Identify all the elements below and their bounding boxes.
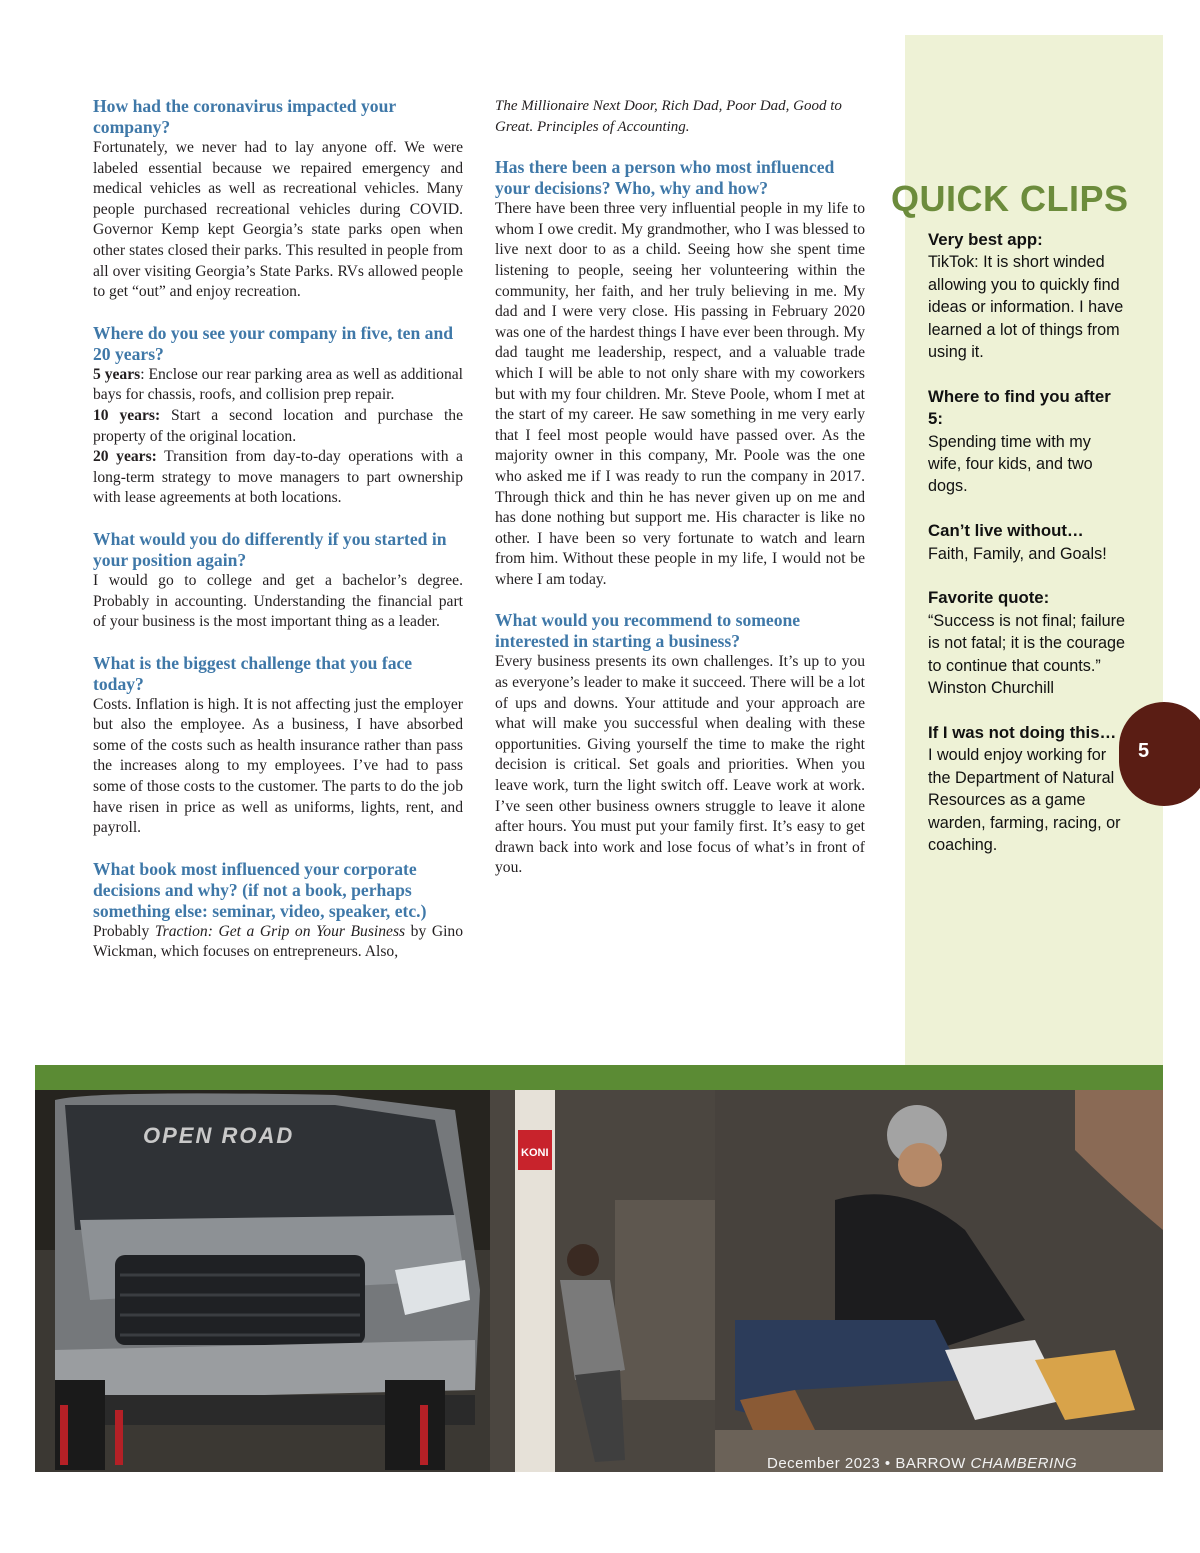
quick-clip-item <box>928 587 1128 699</box>
page-number: 5 <box>1138 740 1150 762</box>
quick-clip-text: Spending time with my wife, four kids, and two dogs. <box>928 432 1093 496</box>
question-challenge: What is the biggest challenge that you face today? <box>93 652 413 694</box>
question-covid: How had the coronavirus impacted your company? <box>93 96 396 137</box>
text-5-years: : Enclose our rear parking area as well as additional bays for chassis, roofs, and collision prep repair. <box>93 365 464 404</box>
quick-clip-item <box>928 722 1128 856</box>
mechanic-head <box>567 1244 599 1276</box>
question-book: What book most influenced your corporate decisions and why? (if not a book, perhaps something else: seminar, video, speaker, etc.) <box>93 858 427 921</box>
quick-clips-list <box>928 229 1128 879</box>
answer-challenge: Costs. Inflation is high. It is not affecting just the employer but also the employee. As a business, I have absorbed some of the costs such as health insurance rather than pass the increases along to my employees. I’ve had to pass some of those costs to the customer. The parts to do the job have risen in price as well as uniforms, lights, rent, and payroll. <box>93 695 463 837</box>
page-footer <box>767 1455 1077 1472</box>
quick-clip-item <box>928 229 1128 363</box>
question-differently: What would you do differently if you started in your position again? <box>93 528 447 570</box>
rv-logo: OPEN ROAD <box>143 1123 295 1148</box>
quick-clip-label: Can’t live without… <box>928 521 1084 541</box>
footer-publication: BARROW <box>895 1455 971 1472</box>
answer-10-years <box>93 406 463 447</box>
book-title: Traction: Get a Grip on Your Business <box>154 922 406 940</box>
worker-face <box>898 1143 942 1187</box>
book-list: The Millionaire Next Door, Rich Dad, Poor Dad, Good to Great. Principles of Accounting. <box>495 98 842 135</box>
footer-separator: • <box>880 1455 896 1472</box>
quick-clip-text: Faith, Family, and Goals! <box>928 544 1107 563</box>
answer-covid: Fortunately, we never had to lay anyone off. We were labeled essential because we repaired emergency and medical vehicles as well as recreational vehicles. Many people purchased recreational vehicles during COVID. Governor Kemp kept Georgia’s state parks open when other states closed their parks. This resulted in people from all over visiting Georgia’s State Parks. RVs allowed people to get “out” and enjoy recreation. <box>93 139 463 301</box>
rv-tire <box>385 1380 445 1470</box>
label-5-years: 5 years <box>93 365 141 383</box>
lift-label: KONI <box>521 1147 549 1159</box>
question-influence: Has there been a person who most influenced your decisions? Who, why and how? <box>495 157 835 199</box>
green-divider-bar <box>35 1065 1163 1090</box>
quick-clip-text: “Success is not final; failure is not fatal; it is the courage to continue that counts.” Winston Churchill <box>928 611 1126 698</box>
quick-clip-label: Favorite quote: <box>928 588 1050 608</box>
question-recommend: What would you recommend to someone interested in starting a business? <box>495 610 801 652</box>
text-10-years: Start a second location and purchase the property of the original location. <box>93 406 463 445</box>
answer-5-years <box>93 365 463 406</box>
answer-recommend: Every business presents its own challenges. It’s up to you as everyone’s leader to make it succeed. There will be a lot of ups and downs. Your attitude and your approach are what will make you successful when dealing with these opportunities. Giving yourself the time to make the right decision is critical. Set goals and priorities. When you leave work, turn the light switch off. Leave work at work. I’ve seen other business owners struggle to leave it alone after hours. You must put your family first. It’s easy to get drawn back into work and lose focus of what’s in front of you. <box>495 653 865 877</box>
answer-differently: I would go to college and get a bachelor’s degree. Probably in accounting. Understanding the financial part of your business is the most important thing as a leader. <box>93 571 463 631</box>
quick-clip-item <box>928 386 1128 498</box>
answer-influence: There have been three very influential people in my life to whom I owe credit. My grandmother, who I was blessed to live next door to as a child. Seeing how she spent time listening to people, seeing her volunteering within the community, her faith, and her truly believing in me. My dad and I were very close. His passing in February 2020 was one of the hardest things I have ever been through. My dad taught me leadership, respect, and a valuable trade which I will be able to not only share with my coworkers but with my four children. Mr. Steve Poole, whom I met at the start of my career. He saw something in me very early that I feel most people would have passed over. As the majority owner in this company, Mr. Poole was the one who asked me if I was ready to run the company in 2017. Through thick and thin he has never given up on me and has done nothing but support me. His character is like no other. I have been so very fortunate to watch and learn from him. Without these people in my life, I would not be where I am today. <box>495 200 865 588</box>
quick-clip-text: I would enjoy working for the Department of Natural Resources as a game warden, farming, racing, or coaching. <box>928 746 1121 854</box>
text-20-years: Transition from day-to-day operations with a long-term strategy to move managers to part ownership with lease agreements at both locations. <box>93 448 463 507</box>
article-column-1 <box>93 96 463 983</box>
label-10-years: 10 years: <box>93 406 161 424</box>
quick-clip-label: If I was not doing this… <box>928 722 1117 742</box>
answer-book <box>93 922 463 963</box>
label-20-years: 20 years: <box>93 448 157 466</box>
quick-clip-label: Very best app: <box>928 230 1043 249</box>
article-column-2 <box>495 96 865 899</box>
footer-publication-italic: CHAMBERING <box>970 1455 1078 1472</box>
quick-clip-item <box>928 520 1128 565</box>
shop-photo-illustration <box>35 1090 1163 1472</box>
answer-20-years <box>93 447 463 509</box>
answer-book-post: by Gino Wickman, which focuses on entrepreneurs. Also, <box>93 922 463 961</box>
rv-grille <box>115 1255 365 1345</box>
quick-clip-text: TikTok: It is short winded allowing you to quickly find ideas or information. I have learned a lot of things from using it. <box>928 253 1124 362</box>
footer-date: December 2023 <box>767 1455 881 1472</box>
answer-book-pre: Probably <box>93 922 155 940</box>
photo-strip <box>35 1090 1163 1472</box>
question-future: Where do you see your company in five, ten and 20 years? <box>93 322 454 364</box>
quick-clip-label: Where to find you after 5: <box>928 386 1111 429</box>
quick-clips-title: QUICK CLIPS <box>891 178 1129 219</box>
